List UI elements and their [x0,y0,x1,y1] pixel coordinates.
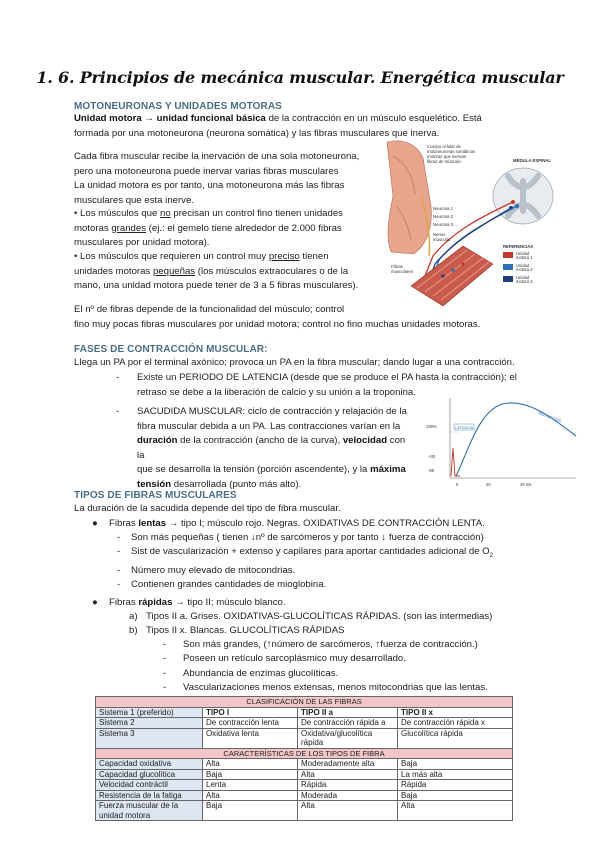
table-cell: Sistema 2 [96,718,203,729]
tension-curve [456,403,576,476]
section-heading-tipos: TIPOS DE FIBRAS MUSCULARES [74,490,237,501]
table-cell: Glucolítica rápida [398,728,513,748]
svg-text:Neurona 1: Neurona 1 [433,206,454,211]
list-item: - Contienen grandes cantidades de mioglobina. [117,579,327,591]
list-item: - Son más pequeñas ( tienen ↓nº de sarcómeros y por tanto ↓ fuerza de contracción) [117,532,484,543]
svg-text:REFERENCIAS: REFERENCIAS [503,244,534,249]
table-row [96,718,513,729]
list-item: - Son más grandes, (↑número de sarcómeros, ↑fuerza de contracción.) [163,639,478,650]
table-cell: Baja [398,759,513,770]
table-cell: Alta [203,759,298,770]
bullet-control-preciso: • Los músculos que requieren un control muy preciso tienen unidades motoras pequeñas (los músculos extraoculares o de la mano, una unidad motora puede tener de 3 a 5 fibras musculares). [74,251,359,291]
svg-text:musculares: musculares [391,269,413,274]
svg-text:20: 20 [486,482,491,487]
paragraph-unidad-motora: Unidad motora → unidad funcional básica de la contracción en un músculo esquelético. Está formada por una motoneurona (neurona somática) y las fibras musculares que inerva. [74,113,482,139]
table-cell: Capacidad oxidativa [96,759,203,770]
table-row [96,780,513,791]
bullet-marker: ● [92,597,98,608]
svg-text:100%: 100% [426,424,437,429]
motor-unit-figure [383,136,563,310]
table-row [96,790,513,801]
sub-marker-a: a) [129,611,138,622]
table-cell: Rápida [398,780,513,791]
table-title-caracteristicas: CARACTERÍSTICAS DE LOS TIPOS DE FIBRA [96,748,513,759]
table-cell: TIPO II a [298,707,398,718]
svg-text:Unidad: Unidad [516,251,530,256]
list-item: - Vascularizaciones menos extensas, menos mitocondrias que las lentas. [163,682,488,694]
paragraph-inervacion: Cada fibra muscular recibe la inervación de una sola motoneurona, pero una motoneurona puede inervar varias fibras musculares La unidad motora es por tanto, una motoneurona más las fibras musculares que esta inerve. [74,151,360,206]
table-header-row [96,697,513,708]
paragraph-numero-fibras: El nº de fibras depende de la funcionalidad del músculo; control fino muy pocas fibras musculares por unidad motora; control no fino muchas unidades motoras. [74,304,481,330]
svg-text:motora 1: motora 1 [516,255,533,260]
rapidas-subitems [163,638,563,696]
table-cell: Alta [398,801,513,821]
dash-marker: - [116,406,120,417]
svg-text:MÉDULA ESPINAL: MÉDULA ESPINAL [513,158,552,163]
sub-item-tipo-iix: Tipos II x. Blancas. GLUCOLÍTICAS RÁPIDAS [146,625,345,636]
svg-text:motora 3: motora 3 [516,279,533,284]
svg-text:RELAJACIÓN: RELAJACIÓN [537,411,562,424]
table-cell: TIPO I [203,707,298,718]
table-row [96,769,513,780]
table-cell: De contracción rápida a [298,718,398,729]
twitch-curve-figure [420,392,580,488]
table-cell: Alta [203,790,298,801]
svg-text:muscular: muscular [433,237,451,242]
svg-text:Neurona 2: Neurona 2 [433,214,454,219]
svg-text:Nervio: Nervio [433,232,446,237]
svg-text:40 ms: 40 ms [520,482,532,487]
table-header-row [96,748,513,759]
action-potential-trace [451,448,460,476]
table-title-clasificacion: CLASIFICACIÓN DE LAS FIBRAS [96,697,513,708]
svg-text:+30: +30 [428,454,436,459]
muscle-fibers [411,246,493,306]
section-heading-fases: FASES DE CONTRACCIÓN MUSCULAR: [74,344,268,355]
table-cell: Alta [298,801,398,821]
sub-item-tipo-iia: Tipos II a. Grises. OXIDATIVAS-GLUCOLÍTICAS RÁPIDAS. (son las intermedias) [146,611,493,622]
table-cell: La más alta [398,769,513,780]
table-cell: Baja [398,790,513,801]
paragraph-tipos-intro: La duración de la sacudida depende del tipo de fibra muscular. [74,503,341,514]
table-cell: Baja [203,801,298,821]
table-cell: Oxidativa lenta [203,728,298,748]
table-cell: Baja [203,769,298,780]
svg-text:motora 2: motora 2 [516,267,533,272]
table-cell: Sistema 3 [96,728,203,748]
table-row [96,707,513,718]
svg-text:motoneuronas somáticas: motoneuronas somáticas [427,149,476,154]
fiber-classification-table [95,696,513,821]
table-cell: De contracción lenta [203,718,298,729]
svg-text:Neurona 3: Neurona 3 [433,222,454,227]
sub-marker-b: b) [129,625,138,636]
dash-marker: - [116,372,120,383]
table-row [96,759,513,770]
svg-text:Fibras: Fibras [391,264,403,269]
table-cell: Lenta [203,780,298,791]
svg-text:0: 0 [456,482,459,487]
svg-text:motoras que inervan: motoras que inervan [427,154,467,159]
table-cell: Sistema 1 (preferido) [96,707,203,718]
list-item: - Sist de vascularización + extenso y capilares para aportar cantidades adicional de $O_2$ [117,546,493,560]
table-cell: TIPO II x [398,707,513,718]
table-cell: Moderadamente alta [298,759,398,770]
svg-text:LATENCIA: LATENCIA [455,426,474,430]
table-cell: Velocidad contráctil [96,780,203,791]
bullet-control-no-fino: • Los músculos que no precisan un control fino tienen unidades motoras grandes (ej.: el gemelo tiene alrededor de 2.000 fibras musculares por unidad motora). [74,208,343,248]
svg-text:fibras de músculo: fibras de músculo [427,159,461,164]
svg-text:Unidad: Unidad [516,263,530,268]
list-item: - Número muy elevado de mitocondrias. [117,564,296,576]
bullet-fibras-rapidas: Fibras rápidas → tipo II; músculo blanco. [109,597,286,608]
table-cell: Capacidad glucolítica [96,769,203,780]
dash-sacudida: SACUDIDA MUSCULAR: ciclo de contracción y relajación de la fibra muscular debida a un PA. Las contracciones varían en la duración de la contracción (ancho de la curva), velocidad con la que se desarrolla la tensión (porción ascendente), y la máxima tensión desarrollada (punto más alto). [137,406,407,490]
arm-illustration [387,141,431,254]
table-cell: Oxidativa/glucolítica rápida [298,728,398,748]
list-item: - Abundancia de enzimas glucolíticas. [163,667,339,679]
table-cell: Alta [298,769,398,780]
svg-text:-85: -85 [428,468,435,473]
page-title: 1. 6. Principios de mecánica muscular. Energética muscular [36,68,564,87]
table-cell: Moderada [298,790,398,801]
paragraph-fases-intro: Llega un PA por el terminal axónico; provoca un PA en la fibra muscular; dando lugar a una contracción. [74,357,515,368]
svg-text:Cuerpo celular de: Cuerpo celular de [427,144,461,149]
section-heading-motoneuronas: MOTONEURONAS Y UNIDADES MOTORAS [74,101,282,112]
table-row [96,801,513,821]
lentas-subitems [117,531,575,593]
table-cell: De contracción rápida x [398,718,513,729]
table-cell: Fuerza muscular de la unidad motora [96,801,203,821]
table-cell: Rápida [298,780,398,791]
list-item: - Poseen un retículo sarcoplásmico muy desarrollado. [163,653,406,665]
dash-latencia: Existe un PERIODO DE LATENCIA (desde que se produce el PA hasta la contracción); el retraso se debe a la liberación de calcio y su unión a la troponina. [137,372,517,398]
bullet-fibras-lentas: Fibras lentas → tipo I; músculo rojo. Negras. OXIDATIVAS DE CONTRACCIÓN LENTA. [109,518,485,529]
svg-text:Unidad: Unidad [516,275,530,280]
bullet-marker: ● [92,518,98,529]
table-row [96,728,513,748]
table-cell: Resistencia de la fatiga [96,790,203,801]
legend-key [503,244,533,284]
